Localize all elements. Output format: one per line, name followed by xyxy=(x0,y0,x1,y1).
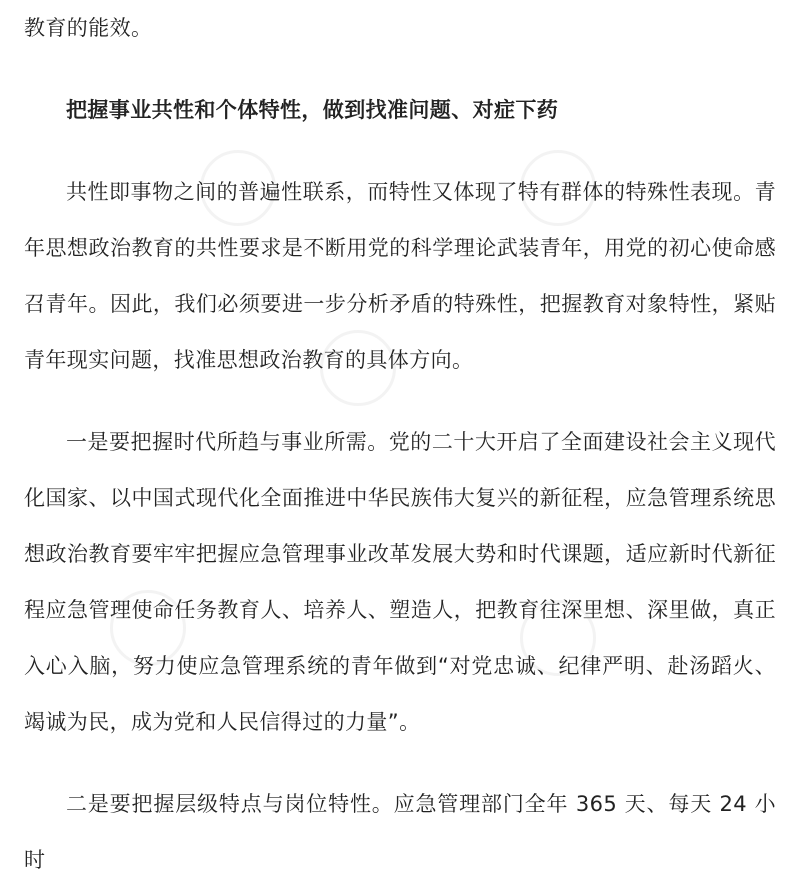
paragraph-intro-tail: 教育的能效。 xyxy=(24,16,153,40)
paragraph-point-two: 二是要把握层级特点与岗位特性。应急管理部门全年 365 天、每天 24 小时 xyxy=(24,792,776,872)
document-body xyxy=(24,0,776,888)
section-heading: 把握事业共性和个体特性，做到找准问题、对症下药 xyxy=(66,98,559,122)
paragraph-point-one: 一是要把握时代所趋与事业所需。党的二十大开启了全面建设社会主义现代化国家、以中国式现代化全面推进中华民族伟大复兴的新征程，应急管理系统思想政治教育要牢牢把握应急管理事业改革发展大势和时代课题，适应新时代新征程应急管理使命任务教育人、培养人、塑造人，把教育往深里想、深里做，真正入心入脑，努力使应急管理系统的青年做到“对党忠诚、纪律严明、赴汤蹈火、竭诚为民，成为党和人民信得过的力量”。 xyxy=(24,430,776,734)
paragraph-commonality: 共性即事物之间的普遍性联系，而特性又体现了特有群体的特殊性表现。青年思想政治教育的共性要求是不断用党的科学理论武装青年，用党的初心使命感召青年。因此，我们必须要进一步分析矛盾的特殊性，把握教育对象特性，紧贴青年现实问题，找准思想政治教育的具体方向。 xyxy=(24,180,776,372)
